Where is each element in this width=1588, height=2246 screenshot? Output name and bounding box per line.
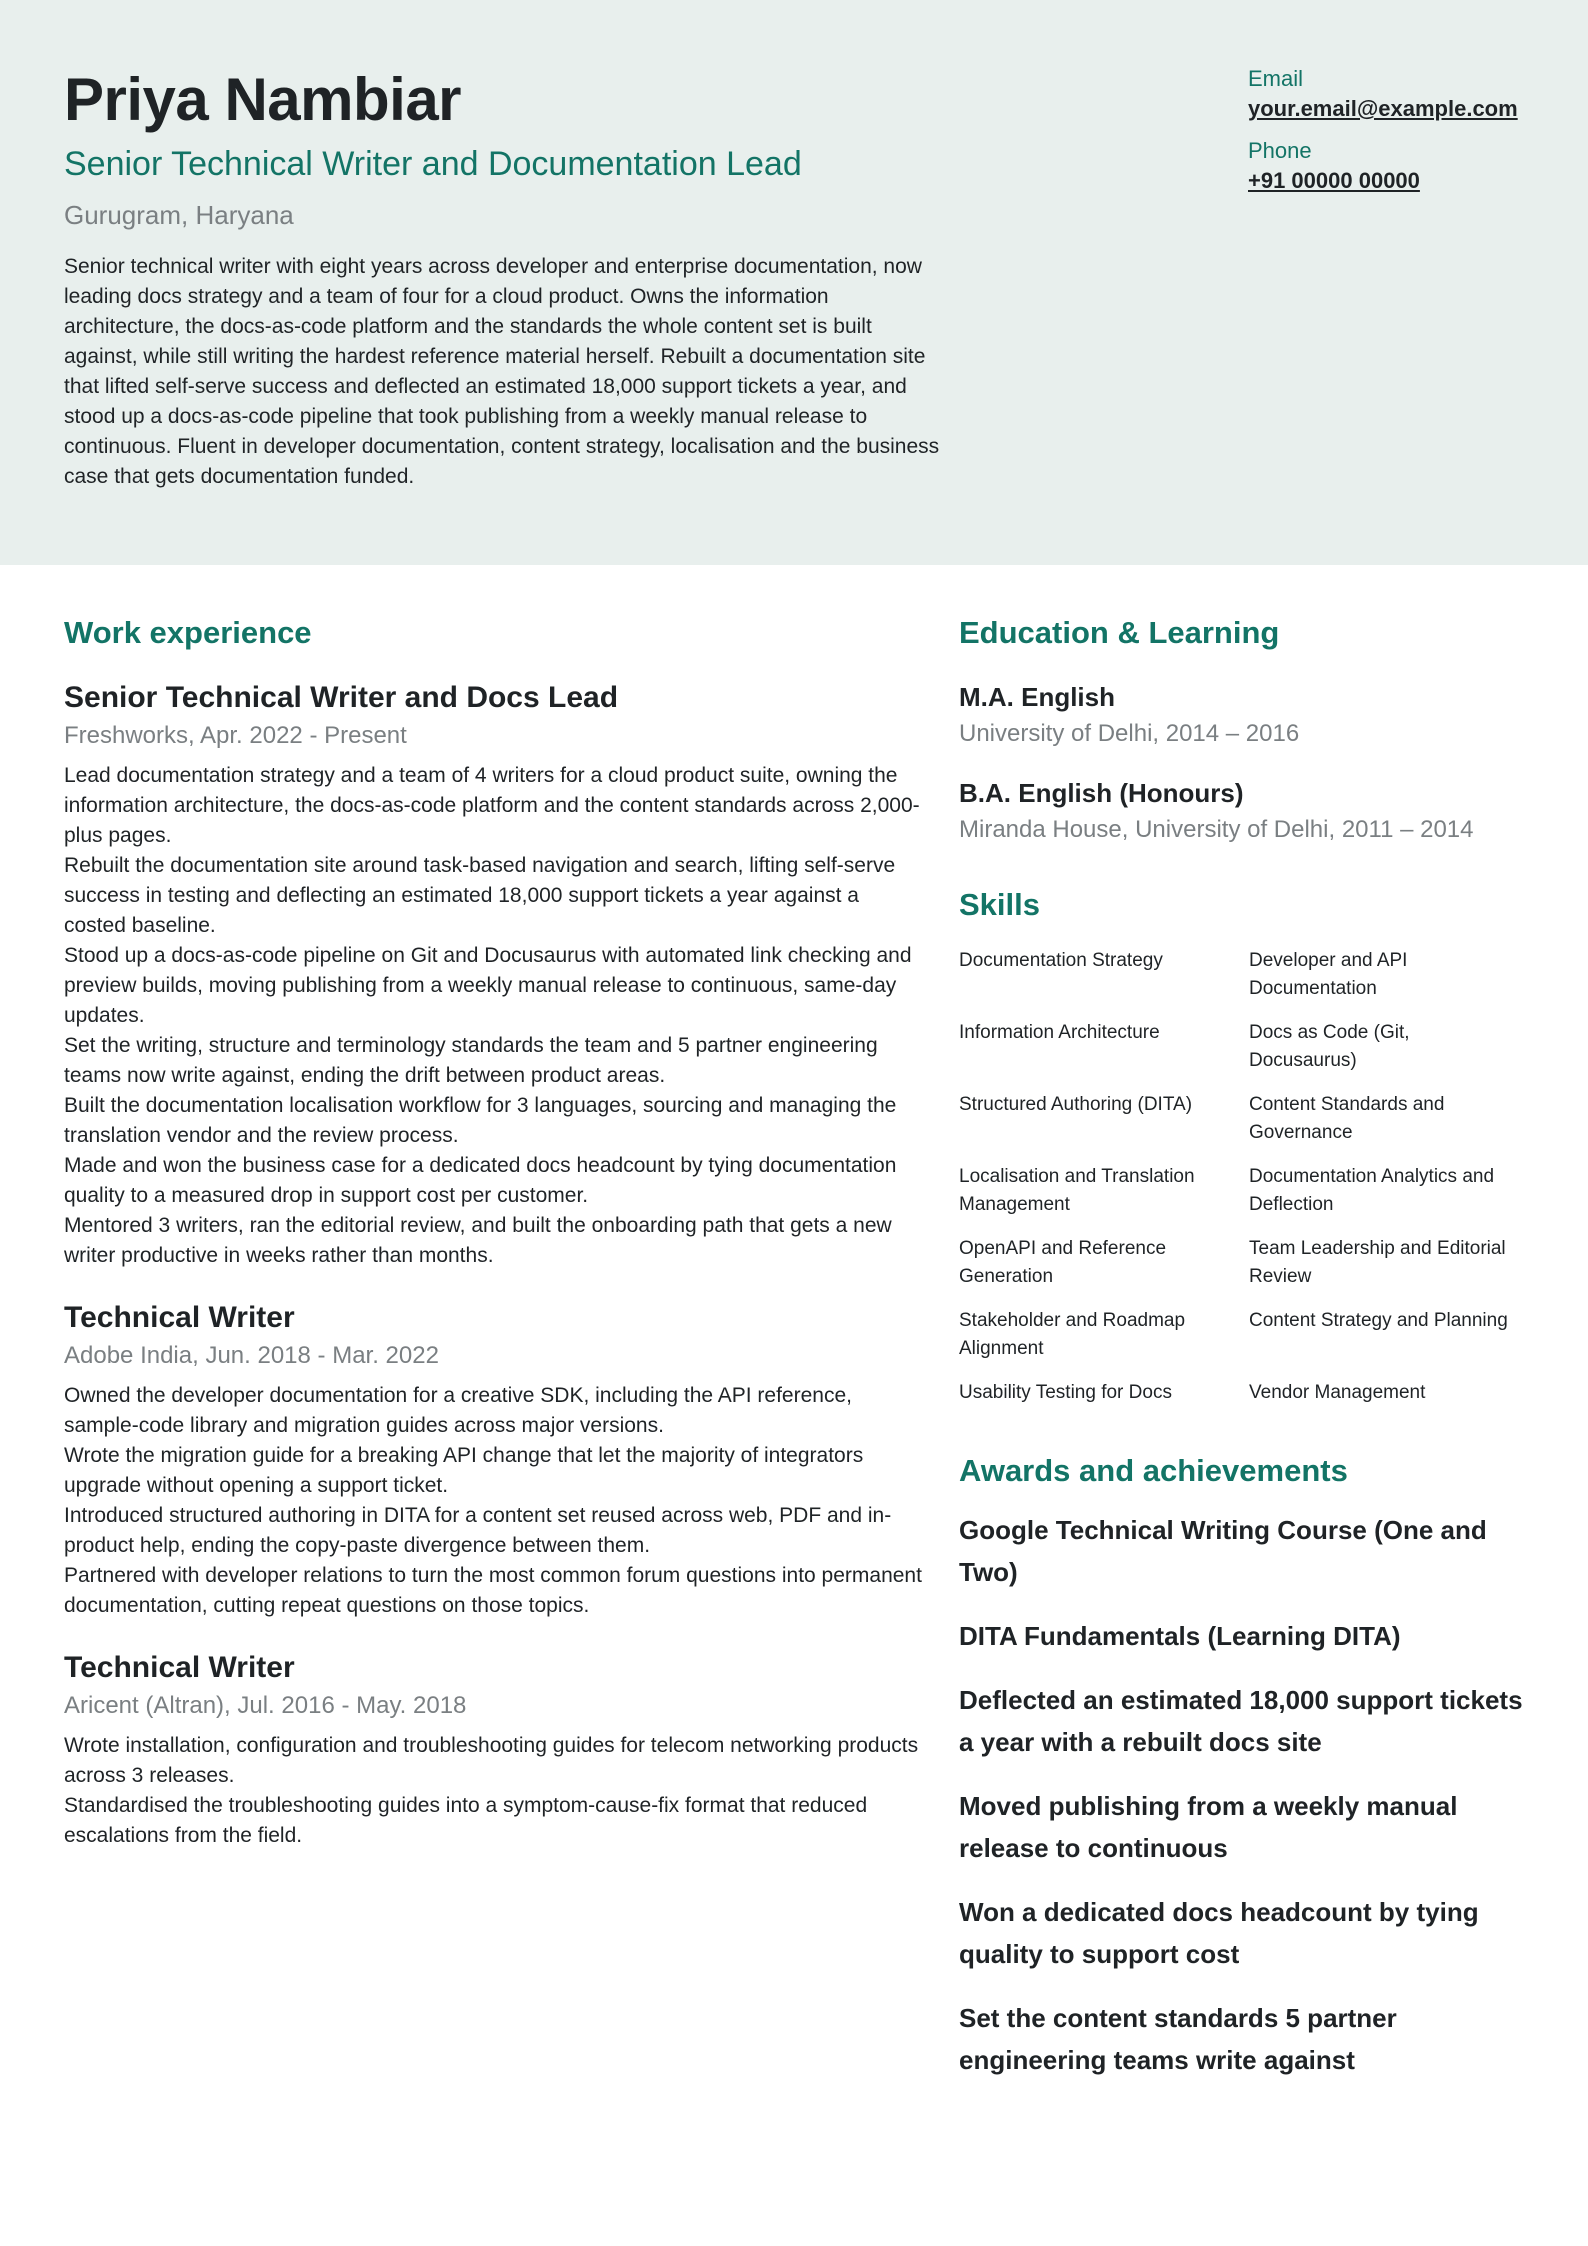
skill-item: Docs as Code (Git, Docusaurus) bbox=[1249, 1022, 1410, 1071]
job-list bbox=[64, 679, 924, 1851]
job-bullet: Rebuilt the documentation site around task-based navigation and search, lifting self-serve success in testing and deflecting an estimated 18,000 support tickets a year against a costed baseline. bbox=[64, 854, 896, 937]
job-description bbox=[64, 761, 924, 1271]
education-section-title: Education & Learning bbox=[959, 615, 1280, 650]
job-company-dates: Freshworks, Apr. 2022 - Present bbox=[64, 722, 407, 749]
job-bullet: Set the writing, structure and terminology standards the team and 5 partner engineering teams now write against, ending the drift between product areas. bbox=[64, 1034, 878, 1087]
award-item: Moved publishing from a weekly manual release to continuous bbox=[959, 1791, 1458, 1863]
skill-item: OpenAPI and Reference Generation bbox=[959, 1238, 1167, 1287]
job-title: Technical Writer bbox=[64, 1301, 295, 1334]
job-entry bbox=[64, 1299, 924, 1621]
header-identity bbox=[64, 62, 944, 492]
education-school: University of Delhi, 2014 – 2016 bbox=[959, 720, 1300, 747]
job-title: Senior Technical Writer and Docs Lead bbox=[64, 681, 619, 714]
job-bullet: Wrote the migration guide for a breaking API change that let the majority of integrators upgrade without opening a support ticket. bbox=[64, 1444, 864, 1497]
award-item: Google Technical Writing Course (One and Two) bbox=[959, 1515, 1487, 1587]
job-bullet: Stood up a docs-as-code pipeline on Git and Docusaurus with automated link checking and preview builds, moving publishing from a weekly manual release to continuous, same-day updates. bbox=[64, 944, 912, 1027]
award-item: Set the content standards 5 partner engineering teams write against bbox=[959, 2003, 1397, 2075]
skill-item: Content Strategy and Planning bbox=[1249, 1310, 1508, 1331]
skill-item: Team Leadership and Editorial Review bbox=[1249, 1238, 1506, 1287]
skills-section-title: Skills bbox=[959, 887, 1040, 922]
job-entry bbox=[64, 679, 924, 1271]
job-bullet: Introduced structured authoring in DITA for a content set reused across web, PDF and in-product help, ending the copy-paste divergence between them. bbox=[64, 1504, 892, 1557]
education-entry bbox=[959, 775, 1539, 847]
email-label: Email bbox=[1248, 66, 1304, 91]
job-bullet: Made and won the business case for a dedicated docs headcount by tying documentation quality to a measured drop in support cost per customer. bbox=[64, 1154, 897, 1207]
skill-item: Stakeholder and Roadmap Alignment bbox=[959, 1310, 1186, 1359]
skill-item: Developer and API Documentation bbox=[1249, 950, 1408, 999]
awards-section-title: Awards and achievements bbox=[959, 1453, 1348, 1488]
phone-label: Phone bbox=[1248, 138, 1312, 163]
skill-item: Content Standards and Governance bbox=[1249, 1094, 1445, 1143]
sidebar-column bbox=[959, 613, 1539, 2103]
education-list bbox=[959, 679, 1539, 847]
skill-item: Vendor Management bbox=[1249, 1382, 1426, 1403]
profile-summary: Senior technical writer with eight years across developer and enterprise documentation, now leading docs strategy and a team of four for a cloud product. Owns the information architecture, the docs-as-code platform and the standards the whole content set is built against, while still writing the hardest reference material herself. Rebuilt a documentation site that lifted self-serve success and deflected an estimated 18,000 support tickets a year, and stood up a docs-as-code pipeline that took publishing from a weekly manual release to continuous. Fluent in developer documentation, content strategy, localisation and the business case that gets documentation funded. bbox=[64, 255, 940, 488]
candidate-location: Gurugram, Haryana bbox=[64, 200, 294, 230]
education-degree: M.A. English bbox=[959, 682, 1115, 712]
skill-item: Localisation and Translation Management bbox=[959, 1166, 1195, 1215]
skill-item: Documentation Analytics and Deflection bbox=[1249, 1166, 1495, 1215]
job-bullet: Wrote installation, configuration and troubleshooting guides for telecom networking products across 3 releases. bbox=[64, 1734, 919, 1787]
skills-grid bbox=[959, 947, 1539, 1407]
resume-header bbox=[0, 0, 1588, 565]
skill-item: Documentation Strategy bbox=[959, 950, 1163, 971]
award-item: Won a dedicated docs headcount by tying quality to support cost bbox=[959, 1897, 1479, 1969]
contact-block bbox=[1248, 64, 1548, 208]
education-degree: B.A. English (Honours) bbox=[959, 778, 1244, 808]
phone-link[interactable]: +91 00000 00000 bbox=[1248, 168, 1420, 193]
candidate-name: Priya Nambiar bbox=[64, 66, 462, 133]
awards-list bbox=[959, 1509, 1539, 2081]
job-entry bbox=[64, 1649, 924, 1851]
education-entry bbox=[959, 679, 1539, 751]
job-bullet: Mentored 3 writers, ran the editorial review, and built the onboarding path that gets a new writer productive in weeks rather than months. bbox=[64, 1214, 892, 1267]
education-school: Miranda House, University of Delhi, 2011 – 2014 bbox=[959, 816, 1474, 843]
job-bullet: Built the documentation localisation workflow for 3 languages, sourcing and managing the translation vendor and the review process. bbox=[64, 1094, 897, 1147]
skill-item: Information Architecture bbox=[959, 1022, 1160, 1043]
skill-item: Usability Testing for Docs bbox=[959, 1382, 1172, 1403]
work-column bbox=[64, 613, 924, 1851]
award-item: DITA Fundamentals (Learning DITA) bbox=[959, 1621, 1401, 1651]
job-company-dates: Aricent (Altran), Jul. 2016 - May. 2018 bbox=[64, 1692, 467, 1719]
skill-item: Structured Authoring (DITA) bbox=[959, 1094, 1193, 1115]
candidate-headline: Senior Technical Writer and Documentation Lead bbox=[64, 145, 802, 183]
job-bullet: Lead documentation strategy and a team of 4 writers for a cloud product suite, owning the information architecture, the docs-as-code platform and the content standards across 2,000-plus pages. bbox=[64, 764, 920, 847]
job-description bbox=[64, 1381, 924, 1621]
job-bullet: Standardised the troubleshooting guides into a symptom-cause-fix format that reduced escalations from the field. bbox=[64, 1794, 868, 1847]
job-description bbox=[64, 1731, 924, 1851]
job-title: Technical Writer bbox=[64, 1651, 295, 1684]
award-item: Deflected an estimated 18,000 support tickets a year with a rebuilt docs site bbox=[959, 1685, 1523, 1757]
job-bullet: Partnered with developer relations to turn the most common forum questions into permanent documentation, cutting repeat questions on those topics. bbox=[64, 1564, 922, 1617]
job-bullet: Owned the developer documentation for a creative SDK, including the API reference, sample-code library and migration guides across major versions. bbox=[64, 1384, 852, 1437]
job-company-dates: Adobe India, Jun. 2018 - Mar. 2022 bbox=[64, 1342, 439, 1369]
work-section-title: Work experience bbox=[64, 615, 312, 650]
email-link[interactable]: your.email@example.com bbox=[1248, 96, 1518, 121]
